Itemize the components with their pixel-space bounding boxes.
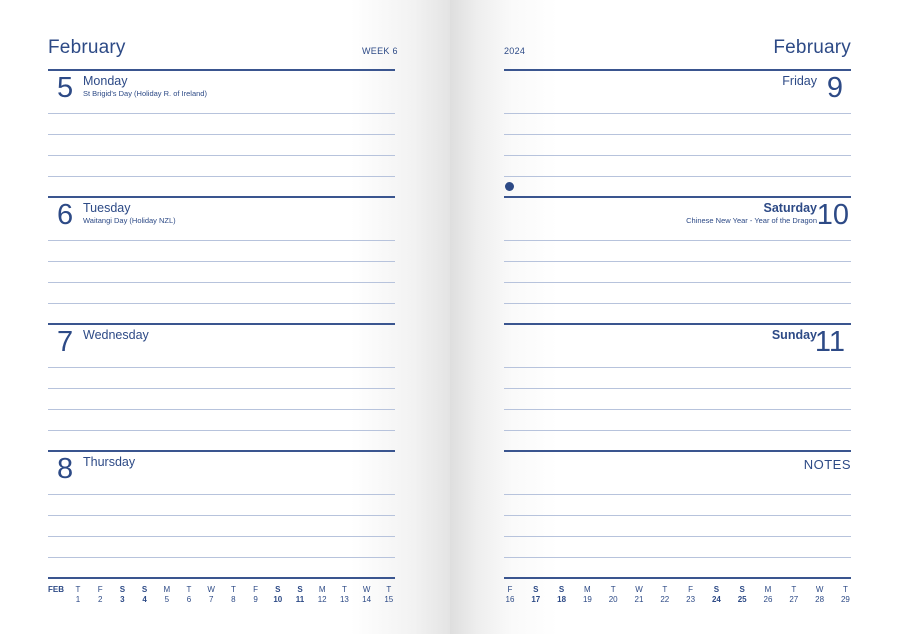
calendar-day-29: [834, 585, 856, 605]
day-name: Monday: [83, 74, 128, 88]
day-block-monday[interactable]: [48, 69, 395, 196]
calendar-weekday-letter: S: [558, 585, 565, 594]
calendar-day-9: [245, 585, 267, 605]
day-rule: [48, 69, 395, 71]
binding-hole-dot: [505, 182, 514, 191]
writing-line: [504, 261, 851, 262]
calendar-date-number: 13: [339, 595, 349, 604]
left-month-title: February: [48, 37, 126, 58]
day-name: Sunday: [771, 328, 817, 342]
writing-line: [504, 176, 851, 177]
writing-line: [48, 430, 395, 431]
writing-line: [504, 494, 851, 495]
calendar-day-15: [378, 585, 400, 605]
mini-calendar-left: [48, 577, 395, 609]
mini-calendar-right: [504, 577, 851, 609]
day-name: Wednesday: [83, 328, 149, 342]
calendar-day-22: [654, 585, 676, 605]
calendar-weekday-letter: M: [584, 585, 591, 594]
calendar-day-2: [89, 585, 111, 605]
calendar-day-17: [525, 585, 547, 605]
right-page: [450, 0, 900, 634]
day-number: 10: [816, 199, 849, 231]
calendar-date-number: 21: [634, 595, 644, 604]
calendar-day-25: [731, 585, 753, 605]
day-rule: [504, 69, 851, 71]
calendar-day-1: [67, 585, 89, 605]
calendar-date-number: 14: [362, 595, 372, 604]
writing-line: [48, 134, 395, 135]
calendar-date-number: 7: [208, 595, 214, 604]
calendar-day-28: [809, 585, 831, 605]
calendar-day-14: [356, 585, 378, 605]
calendar-day-16: [499, 585, 521, 605]
writing-line: [504, 430, 851, 431]
writing-line: [504, 536, 851, 537]
calendar-day-12: [311, 585, 333, 605]
calendar-date-number: 8: [231, 595, 236, 604]
calendar-day-8: [222, 585, 244, 605]
calendar-weekday-letter: S: [713, 585, 720, 594]
calendar-rule: [504, 577, 851, 579]
writing-line: [504, 515, 851, 516]
calendar-day-24: [705, 585, 727, 605]
calendar-weekday-letter: F: [97, 585, 103, 594]
writing-line: [48, 176, 395, 177]
calendar-date-number: 16: [505, 595, 515, 604]
day-name: Saturday: [763, 201, 817, 215]
calendar-date-number: 1: [75, 595, 81, 604]
calendar-weekday-letter: F: [507, 585, 513, 594]
writing-line: [48, 113, 395, 114]
calendar-date-number: 15: [384, 595, 394, 604]
calendar-day-5: [156, 585, 178, 605]
holiday-note: St Brigid's Day (Holiday R. of Ireland): [83, 89, 207, 98]
day-number: 6: [57, 199, 74, 231]
day-block-friday[interactable]: [504, 69, 851, 196]
calendar-day-27: [783, 585, 805, 605]
writing-line: [48, 367, 395, 368]
day-number: 7: [57, 326, 74, 358]
calendar-weekday-letter: M: [163, 585, 171, 594]
day-number: 9: [826, 72, 843, 104]
calendar-date-number: 3: [120, 595, 125, 604]
day-rule: [504, 323, 851, 325]
calendar-day-23: [680, 585, 702, 605]
calendar-date-number: 4: [142, 595, 147, 604]
calendar-date-number: 25: [737, 595, 747, 604]
writing-line: [48, 282, 395, 283]
calendar-date-number: 12: [317, 595, 327, 604]
calendar-weekday-letter: M: [764, 585, 772, 594]
calendar-weekday-letter: S: [297, 585, 303, 594]
calendar-rule: [48, 577, 395, 579]
writing-line: [48, 261, 395, 262]
day-number: 8: [57, 453, 74, 485]
day-rule: [48, 323, 395, 325]
writing-line: [504, 388, 851, 389]
writing-line: [48, 557, 395, 558]
notes-label: NOTES: [803, 457, 851, 472]
writing-line: [48, 303, 395, 304]
calendar-weekday-letter: W: [815, 585, 824, 594]
writing-line: [504, 155, 851, 156]
calendar-day-26: [757, 585, 779, 605]
calendar-date-number: 28: [815, 595, 825, 604]
calendar-date-number: 23: [686, 595, 696, 604]
writing-line: [504, 282, 851, 283]
writing-line: [504, 303, 851, 304]
calendar-day-13: [333, 585, 355, 605]
calendar-day-4: [134, 585, 156, 605]
day-block-tuesday[interactable]: [48, 196, 395, 323]
day-name: Thursday: [83, 455, 136, 469]
calendar-date-number: 20: [608, 595, 618, 604]
calendar-date-number: 17: [531, 595, 541, 604]
calendar-day-19: [576, 585, 598, 605]
calendar-weekday-letter: S: [533, 585, 539, 594]
calendar-day-21: [628, 585, 650, 605]
writing-line: [48, 240, 395, 241]
calendar-weekday-letter: W: [362, 585, 371, 594]
day-name: Friday: [782, 74, 817, 88]
calendar-weekday-letter: W: [207, 585, 215, 594]
calendar-weekday-letter: T: [341, 585, 347, 594]
calendar-date-number: 5: [164, 595, 170, 604]
writing-line: [48, 494, 395, 495]
writing-line: [504, 367, 851, 368]
calendar-weekday-letter: T: [610, 585, 616, 594]
calendar-weekday-letter: T: [662, 585, 668, 594]
notes-rule: [504, 450, 851, 452]
calendar-date-number: 29: [840, 595, 850, 604]
calendar-weekday-letter: S: [275, 585, 281, 594]
calendar-month-label: FEB: [48, 585, 64, 594]
writing-line: [504, 113, 851, 114]
holiday-note: Chinese New Year - Year of the Dragon: [686, 216, 817, 225]
day-number: 11: [814, 326, 845, 358]
calendar-weekday-letter: T: [791, 585, 797, 594]
writing-line: [48, 409, 395, 410]
calendar-day-10: [267, 585, 289, 605]
day-block-saturday[interactable]: [504, 196, 851, 323]
calendar-weekday-letter: S: [141, 585, 148, 594]
calendar-date-number: 6: [186, 595, 192, 604]
calendar-date-number: 26: [763, 595, 773, 604]
calendar-weekday-letter: T: [842, 585, 848, 594]
calendar-day-18: [551, 585, 573, 605]
writing-line: [48, 515, 395, 516]
notes-block[interactable]: [504, 450, 851, 577]
calendar-weekday-letter: T: [186, 585, 192, 594]
calendar-date-number: 10: [273, 595, 283, 604]
day-rule: [48, 196, 395, 198]
day-block-sunday[interactable]: [504, 323, 851, 450]
right-month-title: February: [773, 37, 851, 58]
calendar-date-number: 22: [660, 595, 670, 604]
writing-line: [504, 240, 851, 241]
calendar-date-number: 19: [582, 595, 592, 604]
calendar-day-20: [602, 585, 624, 605]
calendar-date-number: 18: [557, 595, 567, 604]
calendar-date-number: 9: [253, 595, 258, 604]
calendar-weekday-letter: F: [253, 585, 259, 594]
calendar-day-6: [178, 585, 200, 605]
calendar-weekday-letter: F: [688, 585, 694, 594]
calendar-weekday-letter: T: [230, 585, 236, 594]
day-block-wednesday[interactable]: [48, 323, 395, 450]
calendar-date-number: 27: [789, 595, 799, 604]
year-label: 2024: [504, 46, 526, 56]
writing-line: [48, 536, 395, 537]
writing-line: [48, 388, 395, 389]
calendar-date-number: 2: [97, 595, 103, 604]
day-block-thursday[interactable]: [48, 450, 395, 577]
calendar-date-number: 11: [295, 595, 305, 604]
writing-line: [504, 557, 851, 558]
writing-line: [48, 155, 395, 156]
calendar-weekday-letter: S: [739, 585, 745, 594]
calendar-day-11: [289, 585, 311, 605]
calendar-weekday-letter: S: [119, 585, 126, 594]
holiday-note: Waitangi Day (Holiday NZL): [83, 216, 176, 225]
calendar-weekday-letter: W: [635, 585, 643, 594]
writing-line: [504, 134, 851, 135]
day-rule: [504, 196, 851, 198]
day-number: 5: [57, 72, 74, 104]
calendar-weekday-letter: T: [386, 585, 392, 594]
day-rule: [48, 450, 395, 452]
calendar-day-3: [111, 585, 133, 605]
day-name: Tuesday: [83, 201, 131, 215]
calendar-weekday-letter: M: [318, 585, 326, 594]
calendar-day-7: [200, 585, 222, 605]
calendar-weekday-letter: T: [75, 585, 81, 594]
writing-line: [504, 409, 851, 410]
week-label: WEEK 6: [362, 46, 398, 56]
calendar-date-number: 24: [711, 595, 721, 604]
